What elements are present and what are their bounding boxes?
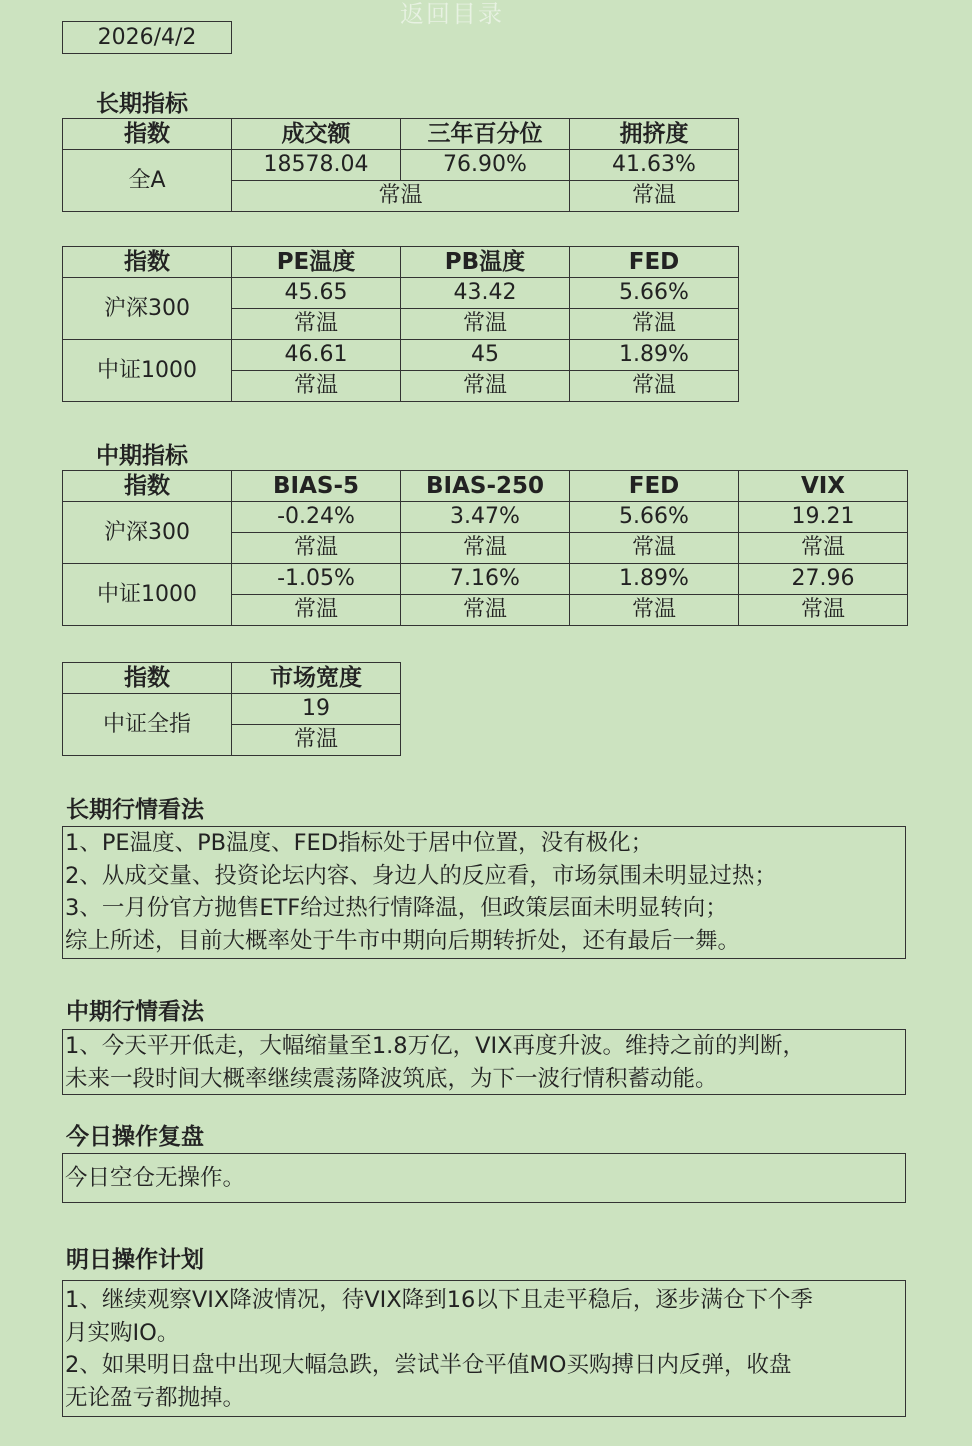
back-to-contents-watermark: 返回目录	[400, 0, 504, 28]
text-line: 1、PE温度、PB温度、FED指标处于居中位置，没有极化；	[65, 830, 654, 856]
header-cell: PE温度	[232, 247, 401, 278]
status-cell: 常温	[232, 371, 401, 402]
text-line: 月实购IO。	[65, 1319, 180, 1346]
value-cell: 7.16%	[401, 564, 570, 595]
status-cell: 常温	[232, 533, 401, 564]
text-line: 1、继续观察VIX降波情况，待VIX降到16以下且走平稳后，逐步满仓下个季	[65, 1287, 813, 1313]
header-cell: BIAS-5	[232, 471, 401, 502]
value-cell: 5.66%	[570, 502, 739, 533]
header-cell: 成交额	[232, 119, 401, 150]
value-cell: -0.24%	[232, 502, 401, 533]
text-line: 2、如果明日盘中出现大幅急跌，尝试半仓平值MO买购搏日内反弹，收盘	[65, 1352, 792, 1378]
header-cell: BIAS-250	[401, 471, 570, 502]
status-cell: 常温	[570, 181, 739, 212]
value-cell: 27.96	[739, 564, 908, 595]
header-cell: 指数	[63, 663, 232, 694]
header-cell: FED	[570, 471, 739, 502]
header-cell: 指数	[63, 471, 232, 502]
long-view-title: 长期行情看法	[66, 797, 204, 823]
header-cell: PB温度	[401, 247, 570, 278]
table-row	[63, 278, 739, 309]
header-cell: VIX	[739, 471, 908, 502]
review-box	[62, 1153, 906, 1203]
value-cell: 76.90%	[401, 150, 570, 181]
value-cell: 19	[232, 694, 401, 725]
text-line: 1、今天平开低走，大幅缩量至1.8万亿，VIX再度升波。维持之前的判断，	[65, 1033, 806, 1059]
value-cell: -1.05%	[232, 564, 401, 595]
long-term-volume-table	[62, 118, 739, 212]
table-row	[63, 502, 908, 533]
value-cell: 19.21	[739, 502, 908, 533]
table-header-row	[63, 119, 739, 150]
header-cell: 市场宽度	[232, 663, 401, 694]
status-cell: 常温	[232, 595, 401, 626]
text-line: 无论盈亏都抛掉。	[65, 1384, 246, 1411]
status-cell: 常温	[401, 371, 570, 402]
value-cell: 1.89%	[570, 340, 739, 371]
market-breadth-table	[62, 662, 401, 756]
status-cell: 常温	[570, 533, 739, 564]
mid-term-title: 中期指标	[96, 443, 188, 469]
index-name-cell: 沪深300	[63, 502, 232, 564]
table-row	[63, 564, 908, 595]
status-cell: 常温	[401, 595, 570, 626]
status-cell: 常温	[570, 309, 739, 340]
text-line: 综上所述，目前大概率处于牛市中期向后期转折处，还有最后一舞。	[65, 927, 741, 954]
index-name-cell: 全A	[63, 150, 232, 212]
text-line: 3、一月份官方抛售ETF给过热行情降温，但政策层面未明显转向；	[65, 895, 728, 921]
table-row	[63, 340, 739, 371]
value-cell: 45.65	[232, 278, 401, 309]
text-line: 今日空仓无操作。	[65, 1165, 246, 1191]
index-name-cell: 中证1000	[63, 564, 232, 626]
status-cell: 常温	[401, 533, 570, 564]
plan-box	[62, 1280, 906, 1417]
value-cell: 43.42	[401, 278, 570, 309]
table-header-row	[63, 247, 739, 278]
header-cell: 拥挤度	[570, 119, 739, 150]
value-cell: 18578.04	[232, 150, 401, 181]
table-row	[63, 150, 739, 181]
status-cell: 常温	[232, 309, 401, 340]
mid-view-title: 中期行情看法	[66, 999, 204, 1025]
status-cell: 常温	[401, 309, 570, 340]
header-cell: FED	[570, 247, 739, 278]
value-cell: 45	[401, 340, 570, 371]
text-line: 未来一段时间大概率继续震荡降波筑底，为下一波行情积蓄动能。	[65, 1065, 718, 1092]
long-view-box	[62, 826, 906, 959]
text-line: 2、从成交量、投资论坛内容、身边人的反应看，市场氛围未明显过热；	[65, 862, 777, 889]
mid-view-box	[62, 1029, 906, 1095]
status-cell: 常温	[570, 595, 739, 626]
header-cell: 三年百分位	[401, 119, 570, 150]
header-cell: 指数	[63, 247, 232, 278]
status-cell: 常温	[739, 595, 908, 626]
table-header-row	[63, 663, 401, 694]
index-name-cell: 中证1000	[63, 340, 232, 402]
long-term-title: 长期指标	[96, 91, 188, 117]
header-cell: 指数	[63, 119, 232, 150]
status-cell: 常温	[232, 725, 401, 756]
index-name-cell: 中证全指	[63, 694, 232, 756]
table-row	[63, 694, 401, 725]
value-cell: 46.61	[232, 340, 401, 371]
status-cell: 常温	[739, 533, 908, 564]
value-cell: 5.66%	[570, 278, 739, 309]
date-box: 2026/4/2	[62, 21, 232, 54]
status-cell: 常温	[570, 371, 739, 402]
value-cell: 1.89%	[570, 564, 739, 595]
value-cell: 3.47%	[401, 502, 570, 533]
status-cell: 常温	[232, 181, 570, 212]
index-name-cell: 沪深300	[63, 278, 232, 340]
long-term-valuation-table	[62, 246, 739, 402]
review-title: 今日操作复盘	[66, 1124, 204, 1150]
value-cell: 41.63%	[570, 150, 739, 181]
mid-term-bias-table	[62, 470, 908, 626]
table-header-row	[63, 471, 908, 502]
plan-title: 明日操作计划	[66, 1247, 204, 1273]
